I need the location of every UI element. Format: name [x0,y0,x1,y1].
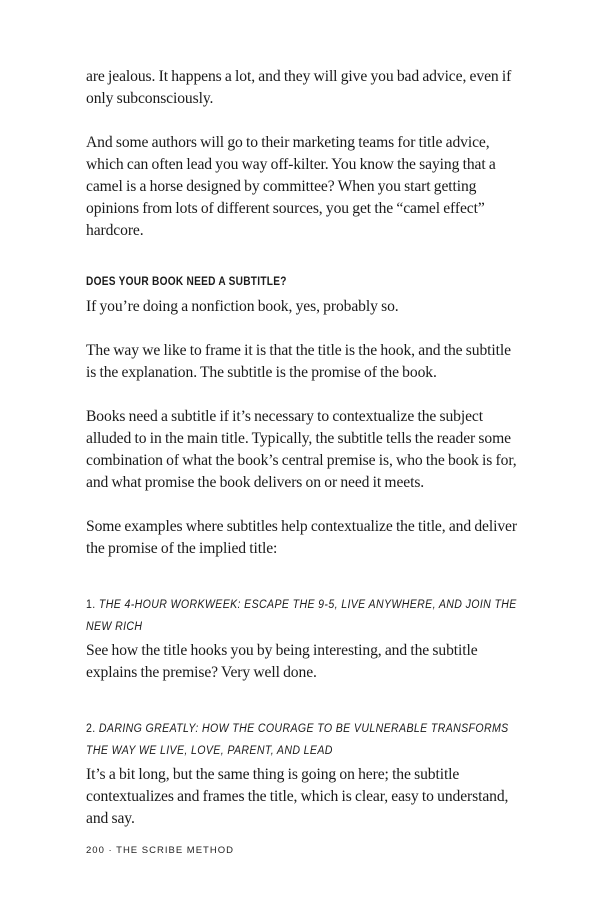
example-title [86,594,518,638]
page-body [86,66,518,830]
page-footer [86,845,234,856]
paragraph: The way we like to frame it is that the title is the hook, and the subtitle is the explanation. The subtitle is the promise of the book. [86,342,511,381]
example-book-title: DARING GREATLY: HOW THE COURAGE TO BE VULNERABLE TRANSFORMS THE WAY WE LIVE, LOVE, PARENT, AND LEAD [86,723,509,757]
paragraph: And some authors will go to their marketing teams for title advice, which can often lead you way off-kilter. You know the saying that a camel is a horse designed by committee? When you start getting opinions from lots of different sources, you get the “camel effect” hardcore. [86,134,496,239]
page-number: 200 [86,845,105,856]
paragraph: Some examples where subtitles help contextualize the title, and deliver the promise of the implied title: [86,518,517,557]
example-number: 1. [86,599,96,611]
footer-separator: · [108,845,113,856]
running-title: THE SCRIBE METHOD [116,845,234,856]
example-title [86,718,518,762]
paragraph: Books need a subtitle if it’s necessary to contextualize the subject alluded to in the main title. Typically, the subtitle tells the reader some combination of what the book’s central premise is, who the book is for, and what promise the book delivers on or need it meets. [86,408,517,491]
example-book-title: THE 4-HOUR WORKWEEK: ESCAPE THE 9-5, LIVE ANYWHERE, AND JOIN THE NEW RICH [86,599,517,633]
paragraph: If you’re doing a nonfiction book, yes, probably so. [86,298,399,315]
section-heading: DOES YOUR BOOK NEED A SUBTITLE? [86,276,287,288]
example-number: 2. [86,723,96,735]
example-text: It’s a bit long, but the same thing is going on here; the subtitle contextualizes and frames the title, which is clear, easy to understand, and say. [86,766,509,827]
paragraph: are jealous. It happens a lot, and they will give you bad advice, even if only subconsciously. [86,68,512,107]
example-text: See how the title hooks you by being interesting, and the subtitle explains the premise? Very well done. [86,642,478,681]
